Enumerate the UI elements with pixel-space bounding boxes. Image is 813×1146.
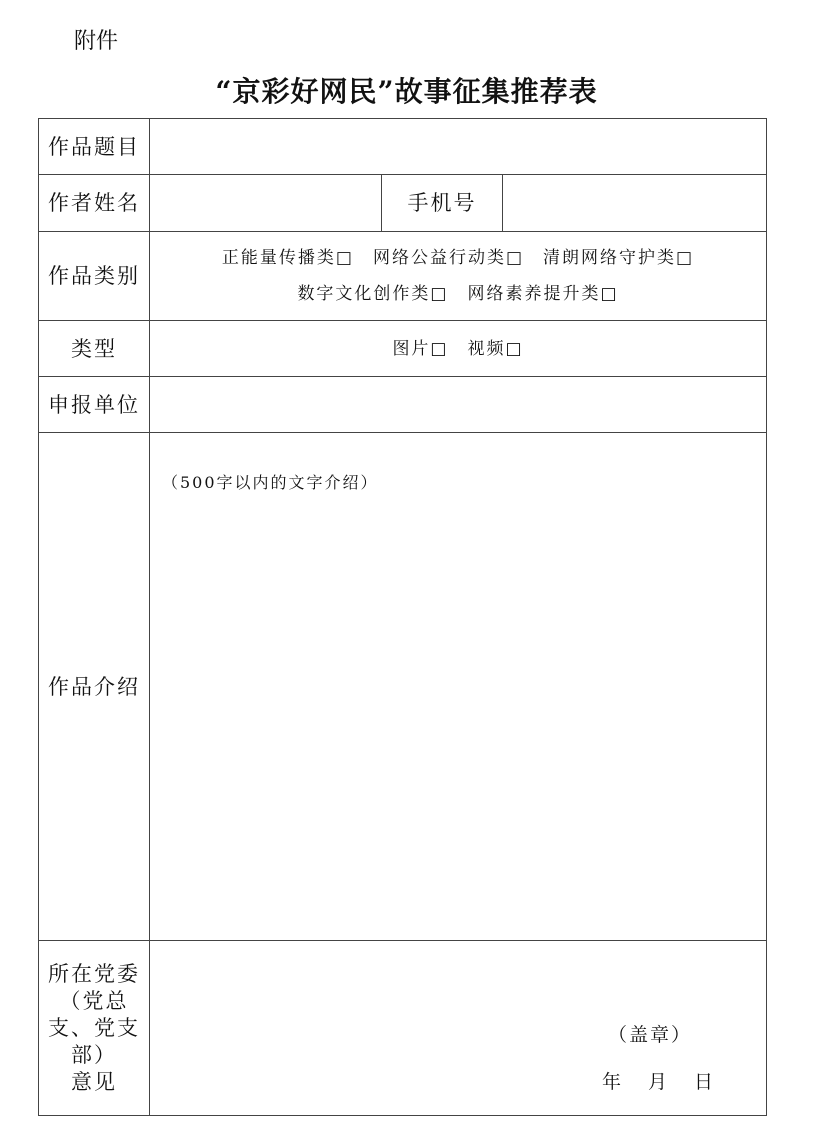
category-options[interactable] — [149, 231, 767, 321]
opinion-label-line: （党总 — [59, 988, 129, 1013]
opinion-label-line: 意见 — [71, 1069, 117, 1094]
seal-label: （盖章） — [608, 1024, 693, 1046]
attachment-label: 附件 — [74, 29, 119, 54]
document-title: “京彩好网民”故事征集推荐表 — [215, 75, 598, 108]
author-name-label: 作者姓名 — [38, 174, 150, 232]
work-title-label: 作品题目 — [38, 118, 150, 175]
opinion-label-line: 所在党委 — [48, 961, 140, 986]
type-options[interactable]: 图片□ 视频□ — [149, 320, 767, 377]
unit-label: 申报单位 — [38, 376, 150, 433]
phone-label: 手机号 — [381, 174, 503, 232]
category-label: 作品类别 — [38, 231, 150, 321]
intro-hint: （500字以内的文字介绍） — [162, 473, 379, 492]
opinion-field[interactable] — [149, 940, 767, 1116]
intro-field[interactable] — [149, 432, 767, 941]
category-options-line2[interactable]: 数字文化创作类□ 网络素养提升类□ — [297, 284, 619, 304]
opinion-label-line: 支、党支 — [48, 1015, 140, 1040]
unit-field[interactable] — [149, 376, 767, 433]
category-options-line1[interactable]: 正能量传播类□ 网络公益行动类□ 清朗网络守护类□ — [221, 248, 695, 268]
author-name-field[interactable] — [149, 174, 382, 232]
work-title-field[interactable] — [149, 118, 767, 175]
type-label: 类型 — [38, 320, 150, 377]
intro-label: 作品介绍 — [38, 432, 150, 941]
phone-field[interactable] — [502, 174, 767, 232]
opinion-label — [38, 940, 150, 1116]
date-label: 年 月 日 — [602, 1071, 718, 1093]
opinion-label-line: 部） — [71, 1042, 117, 1067]
